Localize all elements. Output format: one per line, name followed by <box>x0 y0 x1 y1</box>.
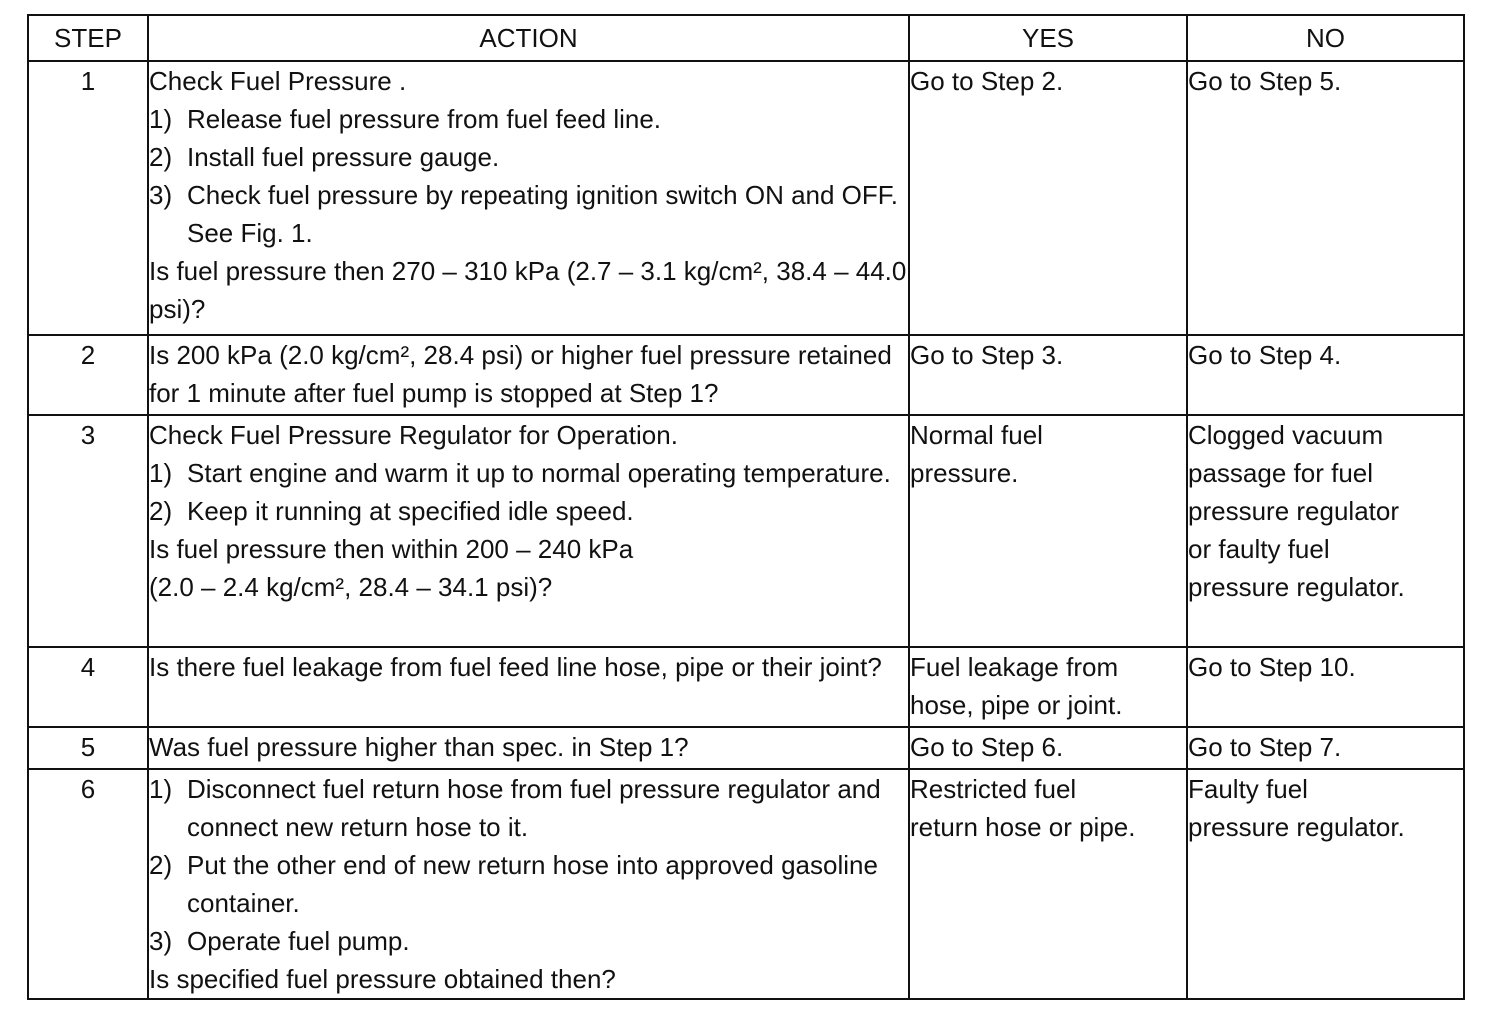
action-item <box>149 846 908 922</box>
yes-text: Normal fuel pressure. <box>910 420 1043 488</box>
no-cell <box>1187 727 1464 769</box>
item-text: Disconnect fuel return hose from fuel pressure regulator and connect new return hose to it. <box>187 774 881 842</box>
table-row <box>28 415 1464 647</box>
item-text: Install fuel pressure gauge. <box>187 142 500 172</box>
item-text: Check fuel pressure by repeating ignition switch ON and OFF. See Fig. 1. <box>187 180 899 248</box>
no-cell <box>1187 335 1464 415</box>
no-cell <box>1187 647 1464 727</box>
yes-text: Go to Step 3. <box>910 340 1064 370</box>
yes-cell <box>909 415 1187 647</box>
item-number: 1) <box>149 104 173 134</box>
action-item <box>149 138 908 176</box>
item-number: 3) <box>149 926 173 956</box>
action-text: (2.0 – 2.4 kg/cm², 28.4 – 34.1 psi)? <box>149 572 553 602</box>
yes-text: Restricted fuel return hose or pipe. <box>910 774 1136 842</box>
action-item <box>149 176 908 252</box>
no-text: Faulty fuel pressure regulator. <box>1188 774 1405 842</box>
table-row <box>28 61 1464 335</box>
header-no: NO <box>1187 15 1464 61</box>
header-step: STEP <box>28 15 148 61</box>
action-text: Is specified fuel pressure obtained then? <box>149 964 616 994</box>
action-text: Is there fuel leakage from fuel feed line hose, pipe or their joint? <box>149 652 882 682</box>
yes-cell <box>909 335 1187 415</box>
action-cell <box>148 415 909 647</box>
step-number: 4 <box>28 647 148 727</box>
step-number: 3 <box>28 415 148 647</box>
action-item <box>149 492 908 530</box>
item-number: 3) <box>149 180 173 210</box>
action-text: Check Fuel Pressure Regulator for Operation. <box>149 420 678 450</box>
action-cell <box>148 727 909 769</box>
no-text: Go to Step 4. <box>1188 340 1342 370</box>
step-number: 2 <box>28 335 148 415</box>
item-text: Start engine and warm it up to normal operating temperature. <box>187 458 891 488</box>
action-text: Is 200 kPa (2.0 kg/cm², 28.4 psi) or higher fuel pressure retained for 1 minute after fuel pump is stopped at Step 1? <box>149 340 892 408</box>
step-number: 5 <box>28 727 148 769</box>
action-cell <box>148 769 909 999</box>
yes-cell <box>909 61 1187 335</box>
table-row <box>28 727 1464 769</box>
no-text: Go to Step 10. <box>1188 652 1356 682</box>
step-number: 6 <box>28 769 148 999</box>
action-item <box>149 922 908 960</box>
action-item <box>149 454 908 492</box>
yes-cell <box>909 769 1187 999</box>
yes-text: Go to Step 2. <box>910 66 1064 96</box>
item-number: 1) <box>149 458 173 488</box>
action-text: Was fuel pressure higher than spec. in Step 1? <box>149 732 689 762</box>
header-row <box>28 15 1464 61</box>
action-cell <box>148 647 909 727</box>
diagnostic-table <box>27 14 1465 1000</box>
action-item <box>149 100 908 138</box>
action-cell <box>148 335 909 415</box>
item-text: Release fuel pressure from fuel feed line. <box>187 104 662 134</box>
no-text: Clogged vacuum passage for fuel pressure regulator or faulty fuel pressure regulator. <box>1188 420 1405 602</box>
header-action: ACTION <box>148 15 909 61</box>
header-yes: YES <box>909 15 1187 61</box>
no-text: Go to Step 7. <box>1188 732 1342 762</box>
no-text: Go to Step 5. <box>1188 66 1342 96</box>
action-item <box>149 770 908 846</box>
no-cell <box>1187 769 1464 999</box>
item-text: Put the other end of new return hose into approved gasoline container. <box>187 850 878 918</box>
yes-text: Go to Step 6. <box>910 732 1064 762</box>
action-text: Is fuel pressure then within 200 – 240 kPa <box>149 534 634 564</box>
item-number: 1) <box>149 774 173 804</box>
item-number: 2) <box>149 850 173 880</box>
no-cell <box>1187 61 1464 335</box>
action-text: Is fuel pressure then 270 – 310 kPa (2.7 – 3.1 kg/cm², 38.4 – 44.0 psi)? <box>149 256 907 324</box>
table-row <box>28 647 1464 727</box>
yes-cell <box>909 647 1187 727</box>
action-cell <box>148 61 909 335</box>
step-number: 1 <box>28 61 148 335</box>
no-cell <box>1187 415 1464 647</box>
table-row <box>28 769 1464 999</box>
table-row <box>28 335 1464 415</box>
item-number: 2) <box>149 142 173 172</box>
item-text: Operate fuel pump. <box>187 926 410 956</box>
yes-cell <box>909 727 1187 769</box>
action-text: Check Fuel Pressure . <box>149 66 407 96</box>
item-number: 2) <box>149 496 173 526</box>
yes-text: Fuel leakage from hose, pipe or joint. <box>910 652 1123 720</box>
item-text: Keep it running at specified idle speed. <box>187 496 634 526</box>
